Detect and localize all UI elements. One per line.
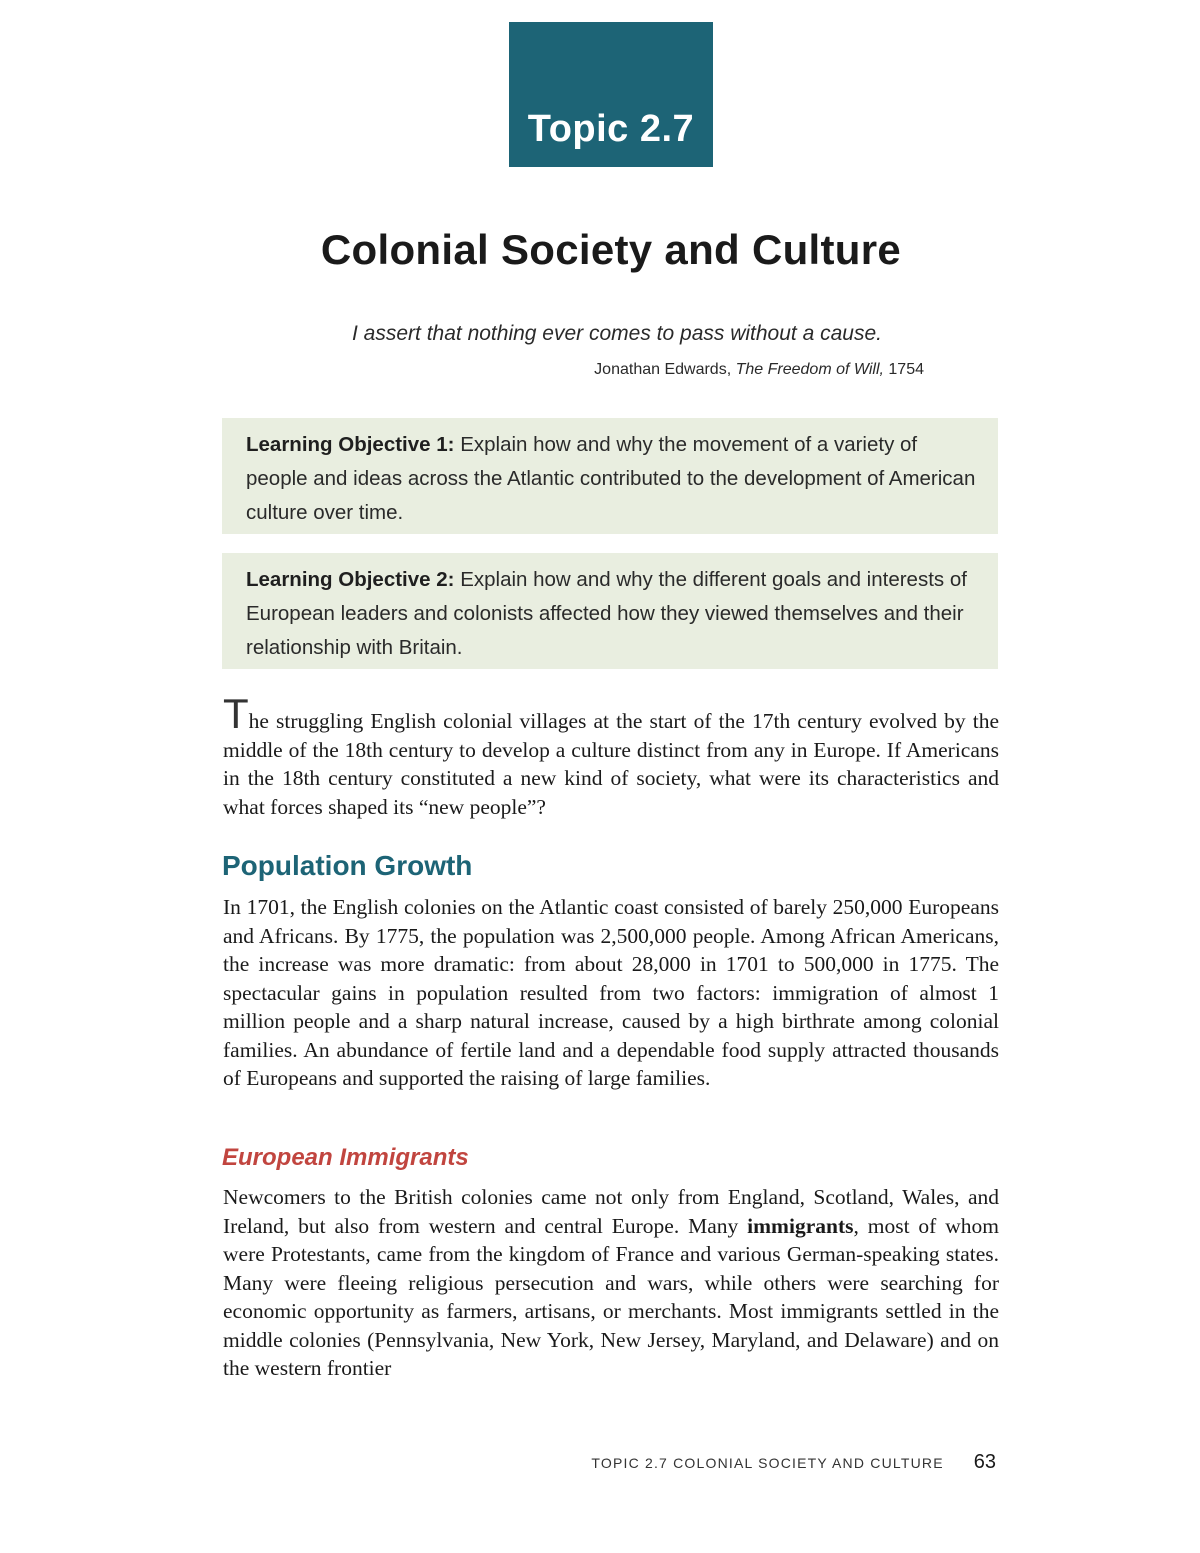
- learning-objective-label: Learning Objective 2:: [246, 568, 455, 591]
- immigrants-paragraph: [223, 1183, 999, 1383]
- subsection-heading: European Immigrants: [222, 1144, 469, 1171]
- learning-objective-2: [222, 553, 998, 669]
- topic-label-box: [509, 22, 713, 167]
- topic-label: Topic 2.7: [527, 108, 695, 150]
- learning-objective-label: Learning Objective 1:: [246, 433, 455, 456]
- epigraph-attribution: [594, 361, 924, 379]
- page-number: 63: [973, 1451, 996, 1473]
- drop-cap: T: [223, 690, 249, 737]
- learning-objective-1: [222, 418, 998, 534]
- immigrants-text-before: Newcomers to the British colonies came not only from England, Scotland, Wales, and Ireland, but also from western and central Europe. Many: [223, 1185, 999, 1238]
- epigraph-work: The Freedom of Will,: [735, 361, 884, 378]
- learning-objective-text: Explain how and why the different goals and interests of European leaders and colonists affected how they viewed themselves and their relationship with Britain.: [246, 568, 967, 659]
- epigraph-quote: I assert that nothing ever comes to pass without a cause.: [352, 322, 882, 345]
- key-term: immigrants: [747, 1213, 854, 1238]
- learning-objective-text: Explain how and why the movement of a variety of people and ideas across the Atlantic contributed to the development of American culture over time.: [246, 433, 976, 524]
- intro-paragraph: [223, 690, 999, 821]
- epigraph-year: 1754: [888, 361, 924, 378]
- immigrants-text-after: , most of whom were Protestants, came from the kingdom of France and various German-speaking states. Many were fleeing religious persecution and wars, while others were searching for economic opportunity as farmers, artisans, or merchants. Most immigrants settled in the middle colonies (Pennsylvania, New York, New Jersey, Maryland, and Delaware) and on the western frontier: [223, 1213, 999, 1380]
- section-heading: Population Growth: [222, 850, 473, 881]
- population-paragraph: In 1701, the English colonies on the Atlantic coast consisted of barely 250,000 Europeans and Africans. By 1775, the population was 2,500,000 people. Among African Americans, the increase was more dramatic: from about 28,000 in 1701 to 500,000 in 1775. The spectacular gains in population resulted from two factors: immigration of almost 1 million people and a sharp natural increase, caused by a high birthrate among colonial families. An abundance of fertile land and a dependable food supply attracted thousands of Europeans and supported the raising of large families.: [223, 895, 999, 1090]
- running-head: TOPIC 2.7 COLONIAL SOCIETY AND CULTURE: [591, 1455, 944, 1471]
- intro-text: he struggling English colonial villages at the start of the 17th century evolved by the middle of the 18th century to develop a culture distinct from any in Europe. If Americans in the 18th century constituted a new kind of society, what were its characteristics and what forces shaped its “new people”?: [223, 709, 999, 819]
- chapter-title: Colonial Society and Culture: [320, 226, 902, 273]
- page-footer: [591, 1451, 996, 1474]
- epigraph-author: Jonathan Edwards,: [594, 361, 732, 378]
